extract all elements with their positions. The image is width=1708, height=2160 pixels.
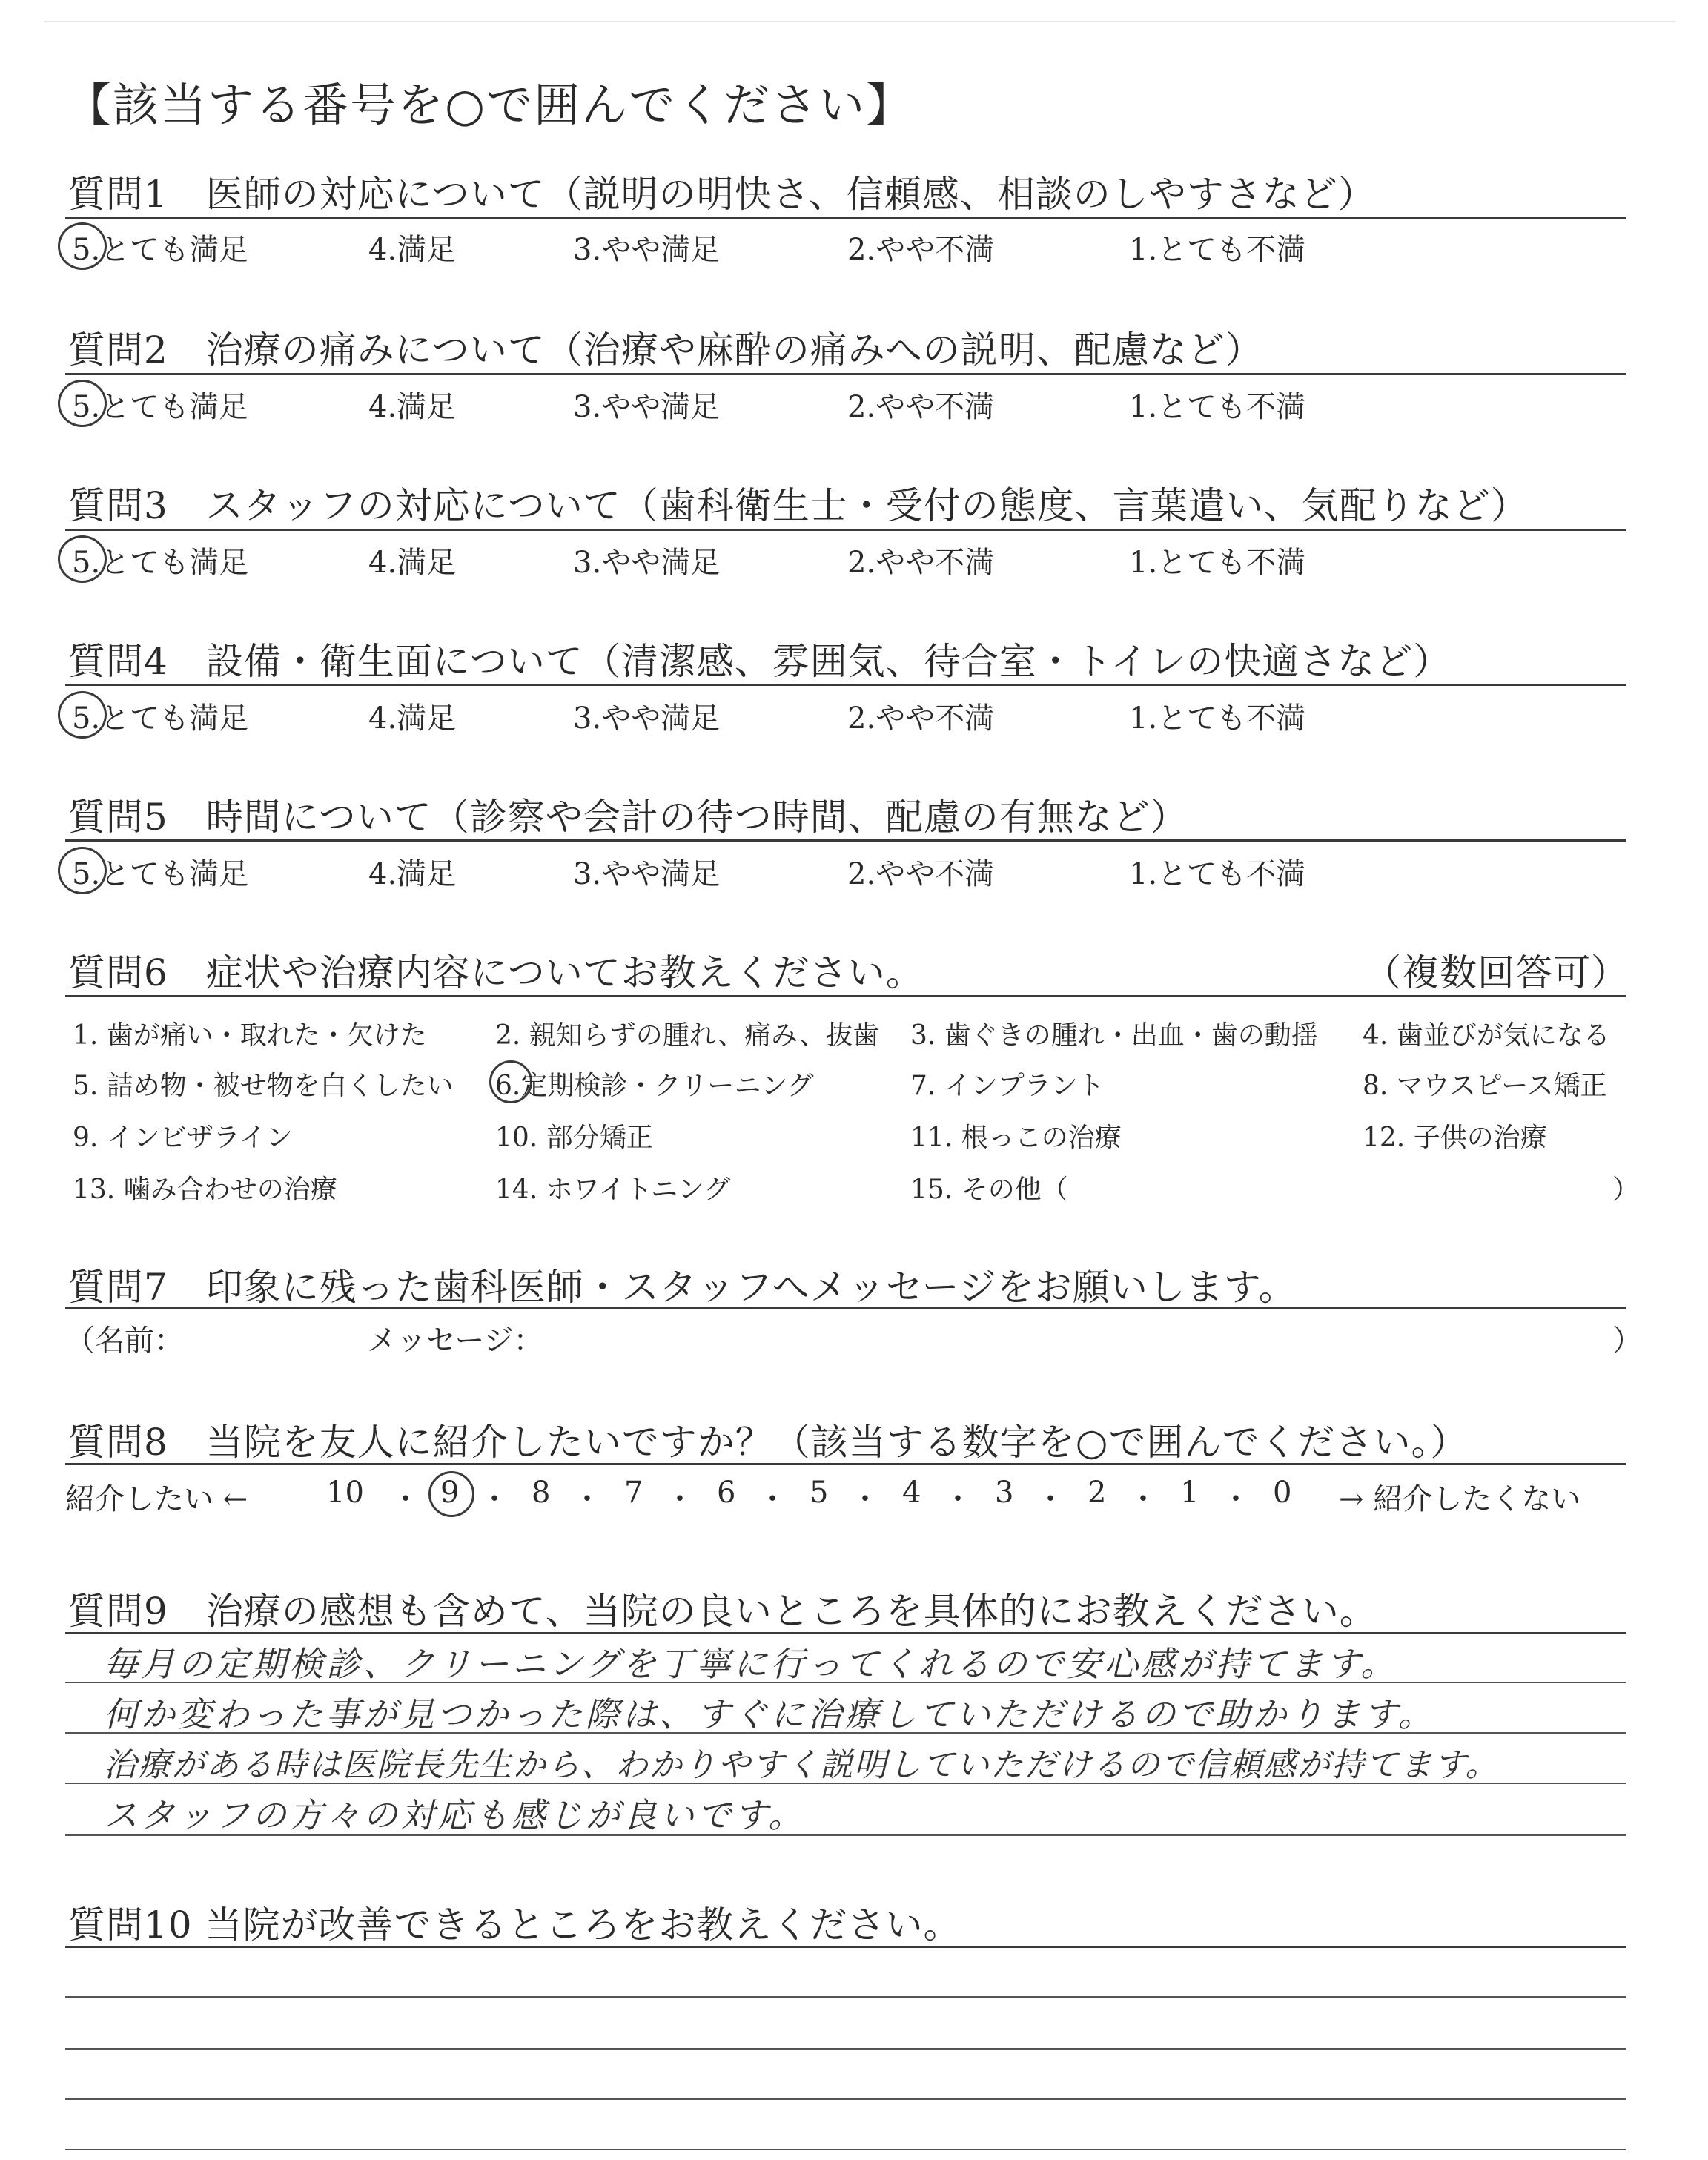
q8-separator: ・ xyxy=(1128,1482,1158,1516)
q8-scale-9[interactable]: 9 xyxy=(440,1476,460,1510)
q2-option-2[interactable]: 2.やや不満 xyxy=(847,390,995,424)
q8-scale-2[interactable]: 2 xyxy=(1088,1476,1107,1510)
q4-option-5[interactable]: 5.とても満足 xyxy=(72,701,249,736)
question-9-rule xyxy=(65,1632,1626,1634)
question-1-rule xyxy=(65,217,1626,219)
q8-separator: ・ xyxy=(943,1482,973,1516)
q8-separator: ・ xyxy=(572,1482,602,1516)
q4-option-1[interactable]: 1.とても不満 xyxy=(1129,701,1306,736)
q8-separator: ・ xyxy=(480,1482,509,1516)
q4-option-2[interactable]: 2.やや不満 xyxy=(847,701,995,736)
q3-option-2[interactable]: 2.やや不満 xyxy=(847,546,995,580)
q1-option-1[interactable]: 1.とても不満 xyxy=(1129,233,1306,267)
q6-option-9[interactable]: 9. インビザライン xyxy=(73,1123,293,1153)
question-2-rule xyxy=(65,373,1626,375)
q6-option-15[interactable]: 15. その他（ xyxy=(910,1175,1068,1205)
q9-answer-line-4: スタッフの方々の対応も感じが良いです。 xyxy=(104,1795,806,1835)
q10-writing-line[interactable] xyxy=(65,2098,1626,2100)
q8-separator: ・ xyxy=(1221,1482,1251,1516)
question-10-title: 質問10 当院が改善できるところをお教えください。 xyxy=(68,1903,961,1946)
q6-option-8[interactable]: 8. マウスピース矯正 xyxy=(1363,1071,1607,1101)
question-10-rule xyxy=(65,1946,1626,1948)
q6-option-12[interactable]: 12. 子供の治療 xyxy=(1363,1123,1547,1153)
q8-separator: ・ xyxy=(758,1482,787,1516)
question-7-rule xyxy=(65,1307,1626,1309)
q3-option-4[interactable]: 4.満足 xyxy=(368,546,457,580)
q2-option-4[interactable]: 4.満足 xyxy=(368,390,457,424)
question-5-rule xyxy=(65,839,1626,842)
q1-option-5[interactable]: 5.とても満足 xyxy=(72,233,249,267)
q1-option-2[interactable]: 2.やや不満 xyxy=(847,233,995,267)
question-6-rule xyxy=(65,995,1626,997)
question-9-title: 質問9 治療の感想も含めて、当院の良いところを具体的にお教えください。 xyxy=(68,1590,1377,1633)
q6-option-2[interactable]: 2. 親知らずの腫れ、痛み、抜歯 xyxy=(495,1020,880,1051)
q7-close-paren: ） xyxy=(1612,1324,1642,1358)
q5-option-4[interactable]: 4.満足 xyxy=(368,857,457,891)
q9-answer-line-3: 治療がある時は医院長先生から、わかりやすく説明していただけるので信頼感が持てます。 xyxy=(104,1746,1500,1784)
question-5-title: 質問5 時間について（診察や会計の待つ時間、配慮の有無など） xyxy=(68,796,1188,839)
q3-option-1[interactable]: 1.とても不満 xyxy=(1129,546,1306,580)
q8-left-label: 紹介したい ← xyxy=(65,1482,248,1516)
q9-answer-line-2: 何か変わった事が見つかった際は、すぐに治療していただけるので助かります。 xyxy=(104,1694,1435,1734)
q8-scale-10[interactable]: 10 xyxy=(326,1476,364,1510)
q8-separator: ・ xyxy=(391,1482,420,1516)
q7-message-label: メッセージ： xyxy=(367,1324,543,1358)
q8-scale-4[interactable]: 4 xyxy=(902,1476,921,1510)
question-7-title: 質問7 印象に残った歯科医師・スタッフへメッセージをお願いします。 xyxy=(68,1266,1297,1309)
q6-option-1[interactable]: 1. 歯が痛い・取れた・欠けた xyxy=(73,1020,427,1051)
q6-option-10[interactable]: 10. 部分矯正 xyxy=(495,1123,653,1153)
q2-option-3[interactable]: 3.やや満足 xyxy=(573,390,721,424)
q1-option-4[interactable]: 4.満足 xyxy=(368,233,457,267)
q5-option-2[interactable]: 2.やや不満 xyxy=(847,857,995,891)
question-3-rule xyxy=(65,529,1626,531)
question-2-title: 質問2 治療の痛みについて（治療や麻酔の痛みへの説明、配慮など） xyxy=(68,328,1263,371)
q6-option-7[interactable]: 7. インプラント xyxy=(910,1071,1105,1101)
question-1-title: 質問1 医師の対応について（説明の明快さ、信頼感、相談のしやすさなど） xyxy=(68,173,1376,216)
q8-scale-6[interactable]: 6 xyxy=(717,1476,736,1510)
question-3-title: 質問3 スタッフの対応について（歯科衛生士・受付の態度、言葉遣い、気配りなど） xyxy=(68,484,1529,527)
survey-heading: 【該当する番号を○で囲んでください】 xyxy=(65,78,914,132)
q6-option-5[interactable]: 5. 詰め物・被せ物を白くしたい xyxy=(73,1071,454,1101)
q5-option-3[interactable]: 3.やや満足 xyxy=(573,857,721,891)
q6-option-14[interactable]: 14. ホワイトニング xyxy=(495,1175,731,1205)
question-6-note: （複数回答可） xyxy=(1364,951,1629,994)
q3-option-5[interactable]: 5.とても満足 xyxy=(72,546,249,580)
q8-scale-8[interactable]: 8 xyxy=(532,1476,551,1510)
q4-option-3[interactable]: 3.やや満足 xyxy=(573,701,721,736)
q5-option-1[interactable]: 1.とても不満 xyxy=(1129,857,1306,891)
q8-separator: ・ xyxy=(850,1482,880,1516)
q6-option-3[interactable]: 3. 歯ぐきの腫れ・出血・歯の動揺 xyxy=(910,1020,1318,1051)
q6-option-11[interactable]: 11. 根っこの治療 xyxy=(910,1123,1122,1153)
q8-scale-0[interactable]: 0 xyxy=(1273,1476,1292,1510)
q8-scale-3[interactable]: 3 xyxy=(995,1476,1014,1510)
q9-writing-line xyxy=(65,1834,1626,1836)
q3-option-3[interactable]: 3.やや満足 xyxy=(573,546,721,580)
q10-writing-line[interactable] xyxy=(65,2149,1626,2150)
q1-option-3[interactable]: 3.やや満足 xyxy=(573,233,721,267)
q9-writing-line xyxy=(65,1682,1626,1683)
q4-option-4[interactable]: 4.満足 xyxy=(368,701,457,736)
q8-right-label: → 紹介したくない xyxy=(1339,1482,1581,1516)
q8-scale-7[interactable]: 7 xyxy=(624,1476,643,1510)
q6-option-13[interactable]: 13. 噛み合わせの治療 xyxy=(73,1175,337,1205)
question-6-title: 質問6 症状や治療内容についてお教えください。 xyxy=(68,951,924,994)
q6-option-4[interactable]: 4. 歯並びが気になる xyxy=(1363,1020,1610,1051)
q5-option-5[interactable]: 5.とても満足 xyxy=(72,857,249,891)
q2-option-5[interactable]: 5.とても満足 xyxy=(72,390,249,424)
question-8-rule xyxy=(65,1463,1626,1465)
q8-separator: ・ xyxy=(665,1482,695,1516)
question-8-title: 質問8 当院を友人に紹介したいですか？（該当する数字を○で囲んでください。） xyxy=(68,1421,1469,1464)
q7-name-label: （名前： xyxy=(65,1324,184,1358)
top-edge-line xyxy=(44,21,1675,22)
q2-option-1[interactable]: 1.とても不満 xyxy=(1129,390,1306,424)
q6-option-6[interactable]: 6.定期検診・クリーニング xyxy=(495,1071,814,1101)
q9-writing-line xyxy=(65,1783,1626,1784)
q8-scale-5[interactable]: 5 xyxy=(810,1476,829,1510)
q8-separator: ・ xyxy=(1036,1482,1065,1516)
q6-other-close-paren: ） xyxy=(1612,1175,1640,1205)
q9-writing-line xyxy=(65,1732,1626,1734)
q10-writing-line[interactable] xyxy=(65,2048,1626,2050)
q10-writing-line[interactable] xyxy=(65,1996,1626,1998)
question-4-rule xyxy=(65,684,1626,686)
question-4-title: 質問4 設備・衛生面について（清潔感、雰囲気、待合室・トイレの快適さなど） xyxy=(68,640,1452,683)
q8-scale-1[interactable]: 1 xyxy=(1180,1476,1199,1510)
q9-answer-line-1: 毎月の定期検診、クリーニングを丁寧に行ってくれるので安心感が持てます。 xyxy=(104,1644,1398,1684)
